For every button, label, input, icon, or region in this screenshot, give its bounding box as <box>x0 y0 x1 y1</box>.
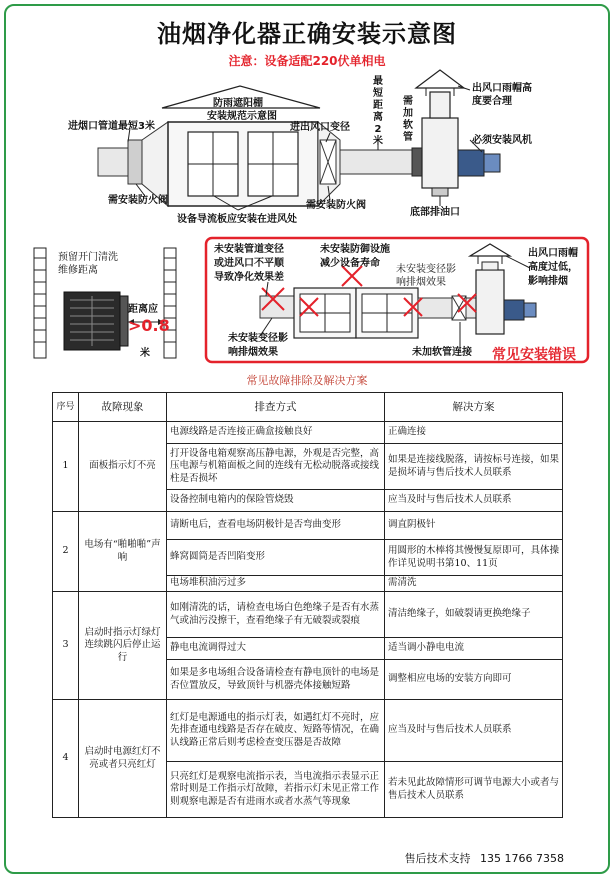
label-fire-valve-right: 需安装防火阀 <box>306 200 366 211</box>
fault-symptom: 电场有“啪啪啪”声响 <box>79 512 167 592</box>
label-soft-pipe: 需加软管 <box>403 96 413 143</box>
check-method: 红灯是电源通电的指示灯表，如遇红灯不亮时，应先排查通电线路是否存在破皮、短路等情况，在确认线路正常后则考虑检查变压器是否故障 <box>167 700 385 762</box>
solution: 如果是连接线脱落，请按标号连接，如果是损坏请与售后技术人员联系 <box>385 444 563 490</box>
table-title: 常见故障排除及解决方案 <box>246 374 368 387</box>
page-title: 油烟净化器正确安装示意图 <box>157 20 457 48</box>
check-method: 如刚清洗的话，请检查电场白色绝缘子是否有水蒸气或油污没擦干，查看绝缘子有无破裂或裂痕 <box>167 592 385 638</box>
voltage-notice: 注意：设备适配220伏单相电 <box>228 54 386 68</box>
err-label-no-reducer-2: 或进风口不平顺 <box>214 258 284 269</box>
label-inlet-pipe: 进烟口管道最短3米 <box>68 121 155 132</box>
fault-symptom: 面板指示灯不亮 <box>79 422 167 512</box>
solution: 正确连接 <box>385 422 563 444</box>
err-label-mid-2: 响排烟效果 <box>396 277 446 288</box>
table-row <box>53 700 563 762</box>
label-rain-cap-2: 度要合理 <box>472 96 512 107</box>
label-rain-shade: 防雨遮阳棚 <box>213 98 263 109</box>
err-stack <box>476 270 504 334</box>
err-label-no-fire: 未安装防御设施 <box>320 244 390 255</box>
table-header-cell: 解决方案 <box>385 393 563 422</box>
check-method: 只亮红灯是观察电流指示表，当电流指示表显示正常时则是工作指示灯故障，若指示灯未见正常工作则观察电源是否有进雨水或者水蒸气等现象 <box>167 762 385 818</box>
table-header-cell: 故障现象 <box>79 393 167 422</box>
err-label-cap-low: 出风口雨帽 <box>528 248 578 259</box>
check-method: 设备控制电箱内的保险管烧毁 <box>167 490 385 512</box>
label-rain-shade-note: 安装规范示意图 <box>207 111 277 122</box>
check-method: 打开设备电箱观察高压静电源，外观是否完整，高压电源与机箱面板之间的连线有无松动脱落或接线柱是否损坏 <box>167 444 385 490</box>
row-number: 4 <box>53 700 79 818</box>
label-reducer: 进出风口变径 <box>290 122 350 133</box>
check-method: 请断电后，查看电场阴极针是否弯曲变形 <box>167 512 385 540</box>
label-fire-valve-left: 需安装防火阀 <box>108 195 168 206</box>
label-rain-cap: 出风口雨帽高 <box>472 83 532 94</box>
err-label-no-reducer-3: 导致净化效果差 <box>214 272 284 283</box>
check-method: 蜂窝圆筒是否凹陷变形 <box>167 540 385 576</box>
solution: 若未见此故障情形可调节电源大小或者与售后技术人员联系 <box>385 762 563 818</box>
label-baffle: 设备导流板应安装在进风处 <box>177 214 297 225</box>
footer-support <box>405 850 564 866</box>
solution: 清洁绝缘子，如破裂请更换绝缘子 <box>385 592 563 638</box>
check-method: 静电电流调得过大 <box>167 638 385 660</box>
err-label-cap-low-2: 高度过低， <box>528 262 578 273</box>
err-label-no-fire-2: 减少设备寿命 <box>320 258 380 269</box>
solution: 适当调小静电电流 <box>385 638 563 660</box>
solution: 应当及时与售后技术人员联系 <box>385 490 563 512</box>
err-label-bottom: 未安装变径影 <box>228 333 288 344</box>
row-number: 3 <box>53 592 79 700</box>
solution: 用圆形的木棒将其慢慢复原即可，具体操作详见说明书第10、11页 <box>385 540 563 576</box>
table-row <box>53 512 563 540</box>
label-reserve-2: 维修距离 <box>58 265 98 276</box>
err-label-mid: 未安装变径影 <box>396 264 456 275</box>
err-label-no-soft: 未加软管连接 <box>412 347 472 358</box>
check-method: 电场堆积油污过多 <box>167 576 385 592</box>
error-title: 常见安装错误 <box>492 347 576 363</box>
solution: 需清洗 <box>385 576 563 592</box>
fault-symptom: 启动时指示灯绿灯连续跳闪后停止运行 <box>79 592 167 700</box>
solution: 调直阴极针 <box>385 512 563 540</box>
label-min-distance: 最短距离2米 <box>373 76 383 147</box>
row-number: 2 <box>53 512 79 592</box>
footer-phone: 135 1766 7358 <box>480 852 564 865</box>
table-header-cell: 排查方式 <box>167 393 385 422</box>
fault-table <box>52 392 563 818</box>
label-fan: 必须安装风机 <box>472 135 532 146</box>
err-label-no-reducer: 未安装管道变径 <box>214 244 284 255</box>
check-method: 电源线路是否连接正确盒接触良好 <box>167 422 385 444</box>
distance-unit: 米 <box>140 348 150 359</box>
row-number: 1 <box>53 422 79 512</box>
solution: 应当及时与售后技术人员联系 <box>385 700 563 762</box>
check-method: 如果是多电场组合设备请检查有静电顶针的电场是否位置放反，导致顶针与机器壳体接触短路 <box>167 660 385 700</box>
solution: 调整相应电场的安装方向即可 <box>385 660 563 700</box>
err-label-bottom-2: 响排烟效果 <box>228 347 278 358</box>
fault-symptom: 启动时电源红灯不亮或者只亮红灯 <box>79 700 167 818</box>
distance-label: 距离应 <box>128 304 158 315</box>
label-reserve: 预留开门清洗 <box>58 252 118 263</box>
table-header-row <box>53 393 563 422</box>
table-row <box>53 422 563 444</box>
footer-label: 售后技术支持 <box>404 852 471 865</box>
table-row <box>53 592 563 638</box>
distance-value: >0.8 <box>128 316 170 335</box>
label-drain: 底部排油口 <box>410 207 460 218</box>
table-header-cell: 序号 <box>53 393 79 422</box>
err-label-cap-low-3: 影响排烟 <box>528 276 568 287</box>
